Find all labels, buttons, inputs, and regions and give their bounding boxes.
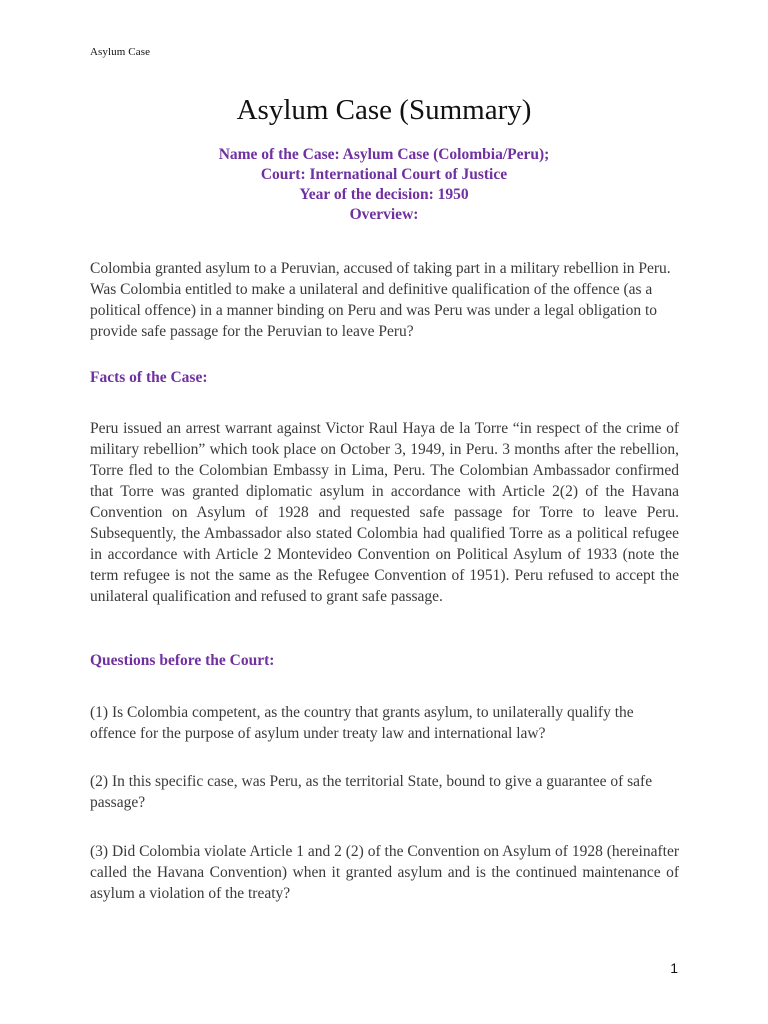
page-number: 1 bbox=[670, 960, 678, 976]
document-title: Asylum Case (Summary) bbox=[236, 94, 532, 126]
case-metadata bbox=[90, 145, 678, 225]
question-2: (2) In this specific case, was Peru, as the territorial State, bound to give a guarantee of safe passage? bbox=[90, 773, 653, 811]
overview-paragraph: Colombia granted asylum to a Peruvian, accused of taking part in a military rebellion in Peru. Was Colombia entitled to make a unilateral and definitive qualification of the offence (as a political offence) in a manner binding on Peru and was Peru was under a legal obligation to provide safe passage for the Peruvian to leave Peru? bbox=[90, 260, 671, 340]
facts-heading: Facts of the Case: bbox=[90, 369, 208, 386]
running-header: Asylum Case bbox=[90, 46, 151, 58]
questions-heading: Questions before the Court: bbox=[90, 652, 275, 669]
question-3: (3) Did Colombia violate Article 1 and 2 (2) of the Convention on Asylum of 1928 (hereinafter called the Havana Convention) when it granted asylum and is the continued maintenance of asylum a violation of the treaty? bbox=[90, 843, 679, 902]
case-name: Name of the Case: Asylum Case (Colombia/Peru); bbox=[218, 146, 550, 163]
overview-label: Overview: bbox=[349, 206, 419, 223]
question-1: (1) Is Colombia competent, as the country that grants asylum, to unilaterally qualify the offence for the purpose of asylum under treaty law and international law? bbox=[90, 704, 634, 742]
facts-paragraph: Peru issued an arrest warrant against Victor Raul Haya de la Torre “in respect of the crime of military rebellion” which took place on October 3, 1949, in Peru. 3 months after the rebellion, Torre fled to the Colombian Embassy in Lima, Peru. The Colombian Ambassador confirmed that Torre was granted diplomatic asylum in accordance with Article 2(2) of the Havana Convention on Asylum of 1928 and requested safe passage for Torre to leave Peru. Subsequently, the Ambassador also stated Colombia had qualified Torre as a political refugee in accordance with Article 2 Montevideo Convention on Political Asylum of 1933 (note the term refugee is not the same as the Refugee Convention of 1951). Peru refused to accept the unilateral qualification and refused to grant safe passage. bbox=[90, 420, 679, 605]
case-court: Court: International Court of Justice bbox=[260, 166, 508, 183]
case-year: Year of the decision: 1950 bbox=[299, 186, 469, 203]
